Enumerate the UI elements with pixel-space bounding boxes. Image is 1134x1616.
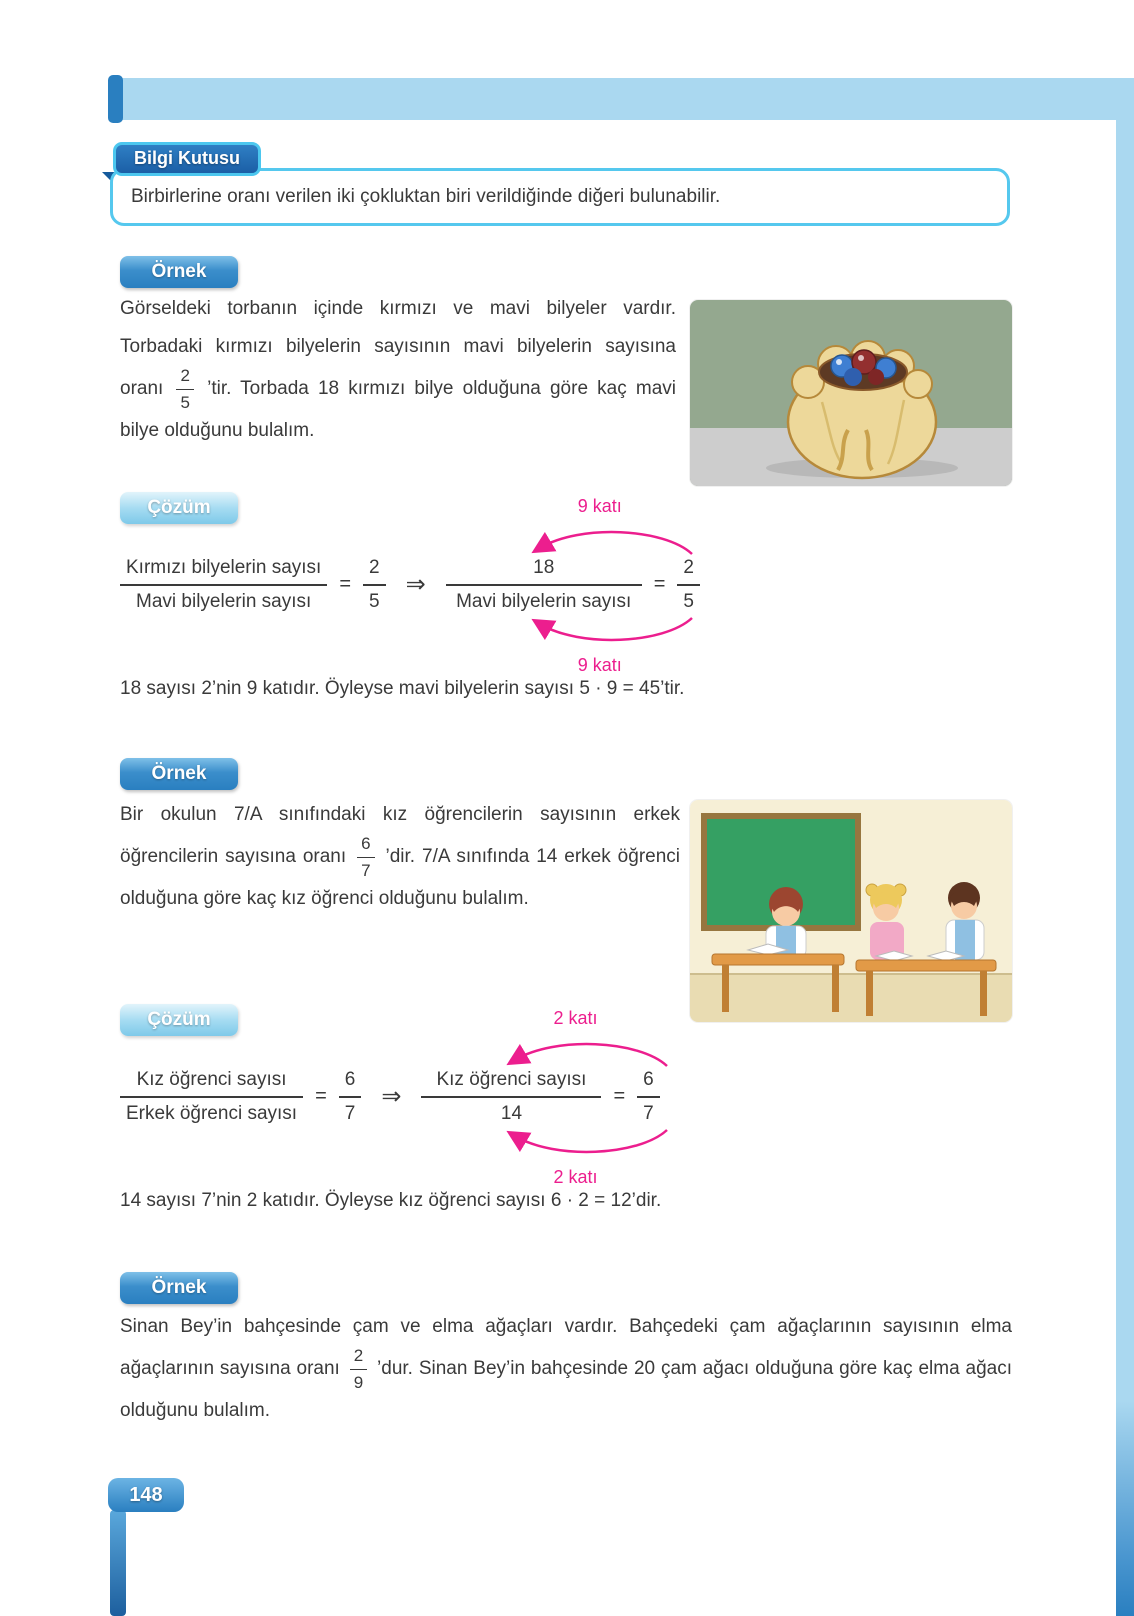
example2-badge-label: Örnek xyxy=(151,763,207,784)
equals-sign: = xyxy=(339,573,352,596)
example1-badge xyxy=(120,256,238,288)
equals-sign: = xyxy=(315,1085,327,1108)
page-bottom-strip xyxy=(110,1510,126,1616)
solution1-badge-label: Çözüm xyxy=(147,497,211,518)
solution1-ratio-fraction2: $\frac{2}{5}$ xyxy=(677,556,700,614)
solution1-rhs-group xyxy=(446,496,700,675)
multiplier-arrow-bottom xyxy=(507,1126,671,1160)
implies-sign: ⇒ xyxy=(381,1083,402,1111)
info-box-label: Bilgi Kutusu xyxy=(113,142,261,176)
page-top-bar-tab xyxy=(108,75,123,123)
example2-text-after: ’dir. 7/A sınıfında 14 erkek öğrenci olduğuna göre kaç kız öğrenci olduğunu bulalım. xyxy=(120,846,680,910)
implies-sign: ⇒ xyxy=(405,571,426,599)
example3-badge xyxy=(120,1272,238,1304)
solution2-rhs-fraction: $\frac{\text{Kız öğrenci sayısı}}{14}$ xyxy=(421,1068,601,1126)
example3-text-after: ’dur. Sinan Bey’in bahçesinde 20 çam ağacı olduğuna göre kaç elma ağacı olduğunu bulalım. xyxy=(120,1358,1012,1422)
page-top-bar xyxy=(112,78,1134,120)
example2-text xyxy=(120,796,680,918)
marble-bag-illustration xyxy=(690,300,1012,486)
example1-fraction: $\frac{2}{5}$ xyxy=(176,366,193,412)
solution1-badge xyxy=(120,492,238,524)
solution1-ratio-fraction: $\frac{2}{5}$ xyxy=(363,556,386,614)
solution2-badge xyxy=(120,1004,238,1036)
example1-text-before: Görseldeki torbanın içinde kırmızı ve mavi bilyeler vardır. Torbadaki kırmızı bilyelerin sayısının mavi bilyelerin sayısına oranı xyxy=(120,298,676,400)
info-box-text: Birbirlerine oranı verilen iki çokluktan biri verildiğinde diğeri bulunabilir. xyxy=(131,186,721,207)
classroom-illustration xyxy=(690,800,1012,1022)
example3-text-before: Sinan Bey’in bahçesinde çam ve elma ağaçları vardır. Bahçedeki çam ağaçlarının sayısının elma ağaçlarının sayısına oranı xyxy=(120,1316,1012,1380)
solution1-rhs-fraction: $\frac{18}{\text{Mavi bilyelerin sayısı}}$ xyxy=(446,556,642,614)
multiplier-label-top: 2 katı xyxy=(553,1008,598,1028)
solution1-lhs-fraction: $\frac{\text{Kırmızı bilyelerin sayısı}}{\text{Mavi bilyelerin sayısı}}$ xyxy=(120,556,327,614)
marble-bag-image xyxy=(690,300,1012,486)
example3-text xyxy=(120,1308,1012,1430)
classroom-image xyxy=(690,800,1012,1022)
example1-badge-label: Örnek xyxy=(151,261,207,282)
solution2-badge-label: Çözüm xyxy=(147,1009,211,1030)
multiplier-arrow-top xyxy=(507,1036,671,1070)
page-right-strip xyxy=(1116,78,1134,1616)
multiplier-label-bottom: 9 katı xyxy=(577,654,622,675)
solution2-lhs-fraction: $\frac{\text{Kız öğrenci sayısı}}{\text{Erkek öğrenci sayısı}}$ xyxy=(120,1068,303,1126)
multiplier-arrow-top xyxy=(532,524,696,558)
example2-badge xyxy=(120,758,238,790)
solution2-rhs-group xyxy=(421,1008,659,1187)
solution1-conclusion: 18 sayısı 2’nin 9 katıdır. Öyleyse mavi bilyelerin sayısı 5 · 9 = 45’tir. xyxy=(120,678,685,699)
page-number: 148 xyxy=(129,1483,163,1506)
page-number-badge xyxy=(108,1478,184,1512)
multiplier-arrow-bottom xyxy=(532,614,696,648)
equals-sign: = xyxy=(613,1085,626,1108)
example3-badge-label: Örnek xyxy=(151,1277,207,1298)
multiplier-label-bottom: 2 katı xyxy=(553,1166,598,1187)
solution2-ratio-fraction: $\frac{6}{7}$ xyxy=(339,1068,362,1126)
solution2-conclusion: 14 sayısı 7’nin 2 katıdır. Öyleyse kız öğrenci sayısı 6 · 2 = 12’dir. xyxy=(120,1190,662,1211)
example2-fraction: $\frac{6}{7}$ xyxy=(357,834,374,880)
example2-text-before: Bir okulun 7/A sınıfındaki kız öğrencilerin sayısının erkek öğrencilerin sayısına oranı xyxy=(120,804,680,868)
example3-fraction: $\frac{2}{9}$ xyxy=(350,1346,367,1392)
example1-text xyxy=(120,290,676,450)
equals-sign: = xyxy=(653,573,666,596)
example1-text-after: ’tir. Torbada 18 kırmızı bilye olduğuna göre kaç mavi bilye olduğunu bulalım. xyxy=(120,378,676,442)
multiplier-label-top: 9 katı xyxy=(577,496,622,516)
info-box xyxy=(110,168,1010,226)
solution2-ratio-fraction2: $\frac{6}{7}$ xyxy=(637,1068,660,1126)
